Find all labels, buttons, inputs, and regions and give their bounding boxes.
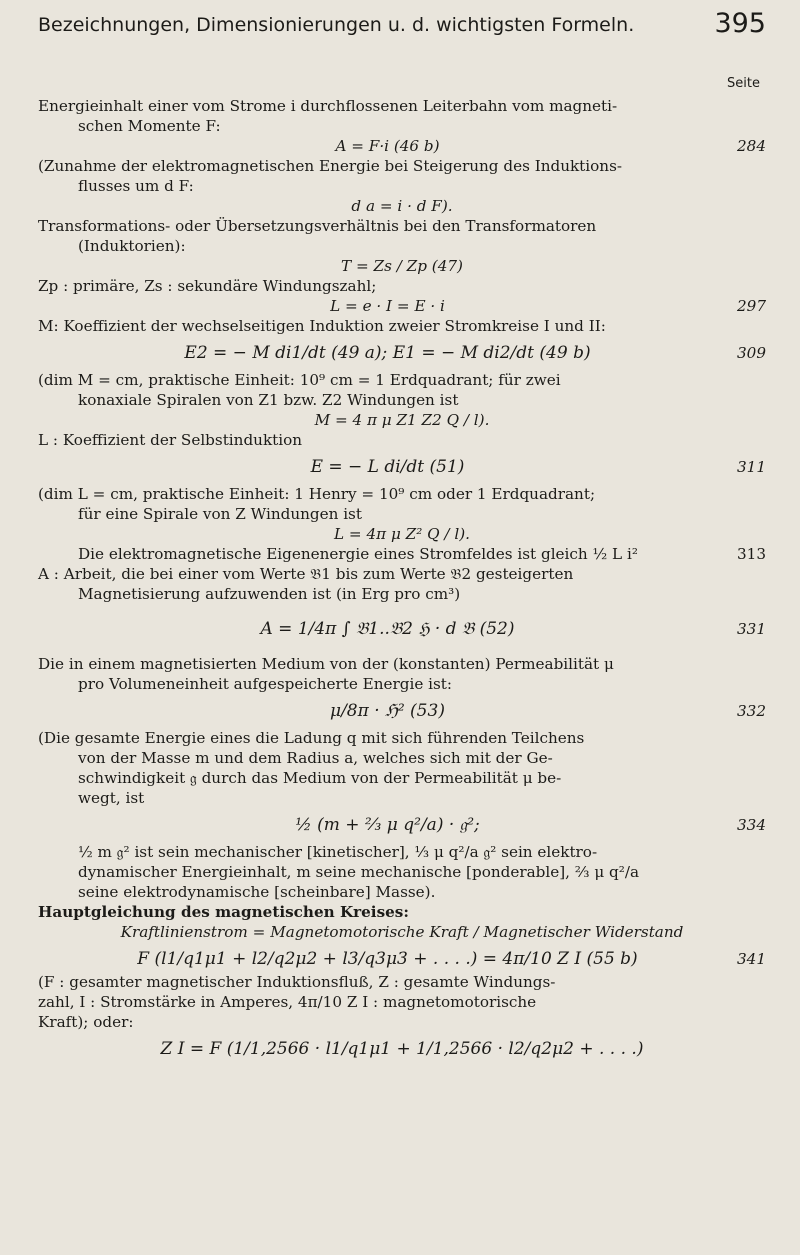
entry-text: pro Volumeneinheit aufgespeicherte Energie ist: [78,675,453,693]
formula: A = 1/4π ∫ 𝔅1..𝔅2 ℌ · d 𝔅 (52) [260,619,515,639]
page-number: 395 [714,8,766,39]
entry-text: (Zunahme der elektromagnetischen Energie bei Steigerung des Induktions- [38,157,622,175]
entry-text: Magnetisierung aufzuwenden ist (in Erg pro cm³) [78,585,461,603]
section-heading: Hauptgleichung des magnetischen Kreises: [38,903,409,921]
entry-text: wegt, ist [78,789,145,807]
entry-text: M: Koeffizient der wechselseitigen Induktion zweier Stromkreise I und II: [38,317,606,335]
page-ref: 331 [737,620,766,638]
page-ref: 311 [737,458,766,476]
formula: L = e · I = E · i [330,297,445,315]
entry-text: (F : gesamter magnetischer Induktionsfluß, Z : gesamte Windungs- [38,973,556,991]
formula: μ/8π · ℌ² (53) [330,701,445,721]
formula: A = F·i (46 b) [335,137,440,155]
entry-text: Kraft); oder: [38,1013,134,1031]
page-ref: 284 [737,137,766,155]
entry-text: (Induktorien): [78,237,186,255]
formula: M = 4 π μ Z1 Z2 Q / l). [314,411,490,429]
entry-text: konaxiale Spiralen von Z1 bzw. Z2 Windungen ist [78,391,459,409]
page-ref: 334 [737,816,766,834]
entry-text: A : Arbeit, die bei einer vom Werte 𝔅1 bis zum Werte 𝔅2 gesteigerten [38,565,574,583]
entry-text: flusses um d F: [78,177,194,195]
seite-label: Seite [727,76,760,91]
running-title: Bezeichnungen, Dimensionierungen u. d. wichtigsten Formeln. [38,14,635,36]
entry-text: (dim L = cm, praktische Einheit: 1 Henry = 10⁹ cm oder 1 Erdquadrant; [38,485,596,503]
entry-text: für eine Spirale von Z Windungen ist [78,505,362,523]
entry-text: seine elektrodynamische [scheinbare] Masse). [78,883,436,901]
formula: Kraftlinienstrom = Magnetomotorische Kraft / Magnetischer Widerstand [120,923,684,941]
page-ref: 332 [737,702,766,720]
formula-row [38,454,766,480]
entry-text: schen Momente F: [78,117,221,135]
entry-text: Die elektromagnetische Eigenenergie eines Stromfeldes ist gleich ½ L i² [78,545,638,563]
formula: F (l1/q1μ1 + l2/q2μ2 + l3/q3μ3 + . . . .) = 4π/10 Z I (55 b) [137,949,638,969]
page-ref: 341 [737,950,766,968]
entry-text: Energieinhalt einer vom Strome i durchflossenen Leiterbahn vom magneti- [38,97,618,115]
formula: Z I = F (1/1,2566 · l1/q1μ1 + 1/1,2566 · l2/q2μ2 + . . . .) [160,1039,644,1059]
formula-row [38,812,766,838]
entry-text: von der Masse m und dem Radius a, welches sich mit der Ge- [78,749,553,767]
formula-row [38,340,766,366]
entry-text: Die in einem magnetisierten Medium von der (konstanten) Permeabilität μ [38,655,614,673]
formula-row [38,616,766,642]
formula-row [38,698,766,724]
formula-index [38,96,766,1062]
page-ref: 313 [737,545,766,563]
entry-text: dynamischer Energieinhalt, m seine mechanische [ponderable], ⅔ μ q²/a [78,863,640,881]
entry-text: ½ m 𝔤² ist sein mechanischer [kinetischer], ⅓ μ q²/a 𝔤² sein elektro- [78,843,598,861]
formula: E = − L di/dt (51) [310,457,465,477]
entry-text: L : Koeffizient der Selbstinduktion [38,431,303,449]
formula: T = Zs / Zp (47) [341,257,463,275]
formula: L = 4π μ Z² Q / l). [334,525,470,543]
entry-text: Transformations- oder Übersetzungsverhältnis bei den Transformatoren [38,217,597,235]
formula-row [38,136,766,156]
page-ref: 309 [737,344,766,362]
formula-row [38,296,766,316]
formula: ½ (m + ⅔ μ q²/a) · 𝔤²; [295,815,480,835]
text-row [38,544,766,564]
formula: d a = i · d F). [351,197,453,215]
formula: E2 = − M di1/dt (49 a); E1 = − M di2/dt (49 b) [184,343,591,363]
entry-text: schwindigkeit 𝔤 durch das Medium von der Permeabilität μ be- [78,769,562,787]
formula-row [38,946,766,972]
page-ref: 297 [737,297,766,315]
entry-text: (dim M = cm, praktische Einheit: 10⁹ cm = 1 Erdquadrant; für zwei [38,371,561,389]
entry-text: (Die gesamte Energie eines die Ladung q mit sich führenden Teilchens [38,729,585,747]
entry-text: zahl, I : Stromstärke in Amperes, 4π/10 Z I : magnetomotorische [38,993,537,1011]
entry-text: Zp : primäre, Zs : sekundäre Windungszahl; [38,277,377,295]
